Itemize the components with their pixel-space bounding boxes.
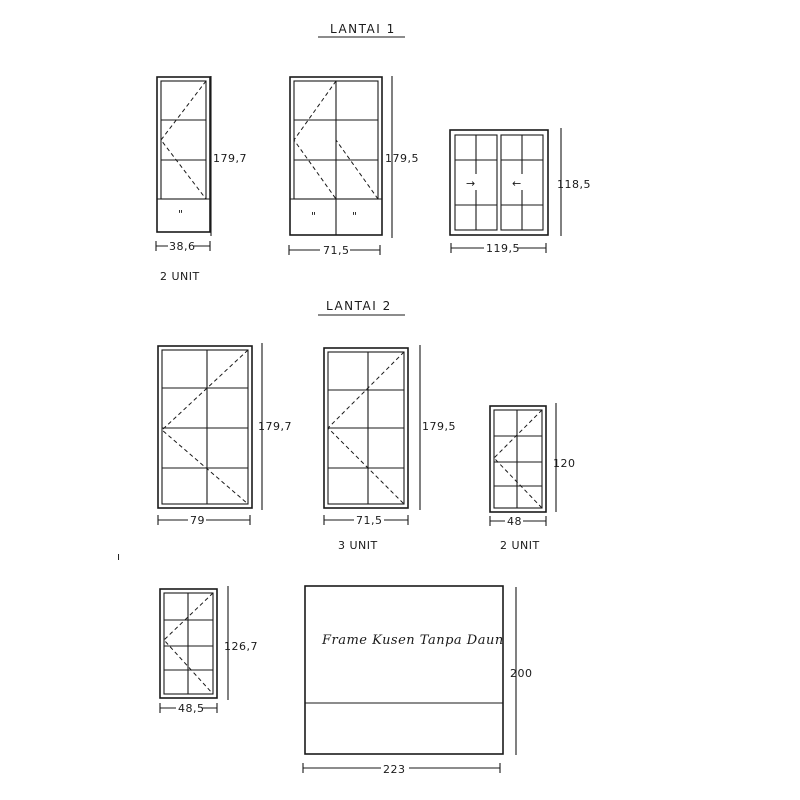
- window-2-panel-mark-left: ": [311, 210, 317, 223]
- window-2-width-label: 71,5: [323, 244, 350, 257]
- frame-kusen-note: Frame Kusen Tanpa Daun: [322, 633, 504, 648]
- window-3-height-label: 118,5: [557, 178, 591, 191]
- window-7-width-label: 48,5: [178, 702, 205, 715]
- window-6-width-label: 48: [507, 515, 522, 528]
- window-5-unit-count: 3 UNIT: [338, 539, 378, 552]
- window-6-height-label: 120: [553, 457, 576, 470]
- window-1-panel-mark: ": [178, 208, 184, 221]
- window-5-width-label: 71,5: [356, 514, 383, 527]
- window-4-width-label: 79: [190, 514, 205, 527]
- heading-lantai-2: LANTAI 2: [326, 299, 392, 313]
- window-4-height-label: 179,7: [258, 420, 292, 433]
- frame-kusen-width-label: 223: [383, 763, 406, 776]
- window-3-width-label: 119,5: [486, 242, 520, 255]
- window-7-drawing: [160, 586, 228, 713]
- window-6-unit-count: 2 UNIT: [500, 539, 540, 552]
- heading-lantai-1: LANTAI 1: [330, 22, 396, 36]
- window-2-height-label: 179,5: [385, 152, 419, 165]
- window-1-unit-count: 2 UNIT: [160, 270, 200, 283]
- window-3-slide-arrow-left: ←: [512, 177, 522, 190]
- frame-kusen-drawing: [303, 586, 516, 773]
- frame-kusen-height-label: 200: [510, 667, 533, 680]
- window-1-drawing: [156, 76, 211, 251]
- window-2-drawing: [289, 76, 392, 255]
- window-7-height-label: 126,7: [224, 640, 258, 653]
- margin-marker: ı: [117, 550, 121, 563]
- window-2-panel-mark-right: ": [352, 210, 358, 223]
- window-6-drawing: [490, 403, 556, 526]
- window-1-height-label: 179,7: [213, 152, 247, 165]
- window-5-height-label: 179,5: [422, 420, 456, 433]
- window-3-slide-arrow-right: →: [466, 177, 476, 190]
- window-5-drawing: [324, 345, 420, 525]
- window-1-width-label: 38,6: [169, 240, 196, 253]
- window-4-drawing: [158, 343, 262, 525]
- window-3-drawing: [450, 128, 561, 253]
